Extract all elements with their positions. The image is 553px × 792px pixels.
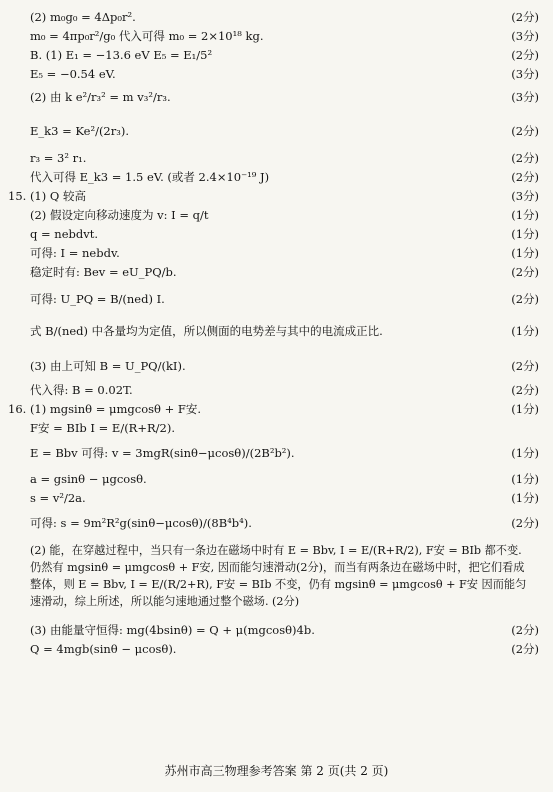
score-label: (2分) [511, 170, 539, 184]
answer-text: q = nebdvt. [30, 227, 99, 241]
answer-text: (2) 由 k e²/r₃² = m v₃²/r₃. [30, 90, 171, 104]
answer-text: E = Bbv 可得: v = 3mgR(sinθ−μcosθ)/(2B²b²). [30, 446, 295, 460]
answer-text: 可得: I = nebdv. [30, 246, 120, 260]
score-label: (2分) [511, 292, 539, 306]
answer-line [8, 189, 491, 203]
answer-line [30, 359, 513, 373]
answer-text: 代入得: B = 0.02T. [30, 383, 133, 397]
score-label: (1分) [511, 491, 539, 505]
answer-line [30, 67, 513, 81]
answer-line [30, 642, 513, 656]
answer-text: (2) m₀g₀ = 4Δp₀r². [30, 10, 136, 24]
answer-text: 可得: U_PQ = B/(ned) I. [30, 292, 165, 306]
answer-line [30, 124, 513, 138]
score-label: (1分) [511, 472, 539, 486]
score-label: (3分) [511, 67, 539, 81]
score-label: (2分) [511, 623, 539, 637]
score-label: (2分) [511, 10, 539, 24]
answer-line [30, 170, 513, 184]
page-footer: 苏州市高三物理参考答案 第 2 页(共 2 页) [164, 764, 389, 778]
answer-line [30, 246, 513, 260]
answer-line [30, 90, 513, 104]
answer-line [30, 265, 513, 279]
answer-text: 稳定时有: Bev = eU_PQ/b. [30, 265, 177, 279]
answer-text: (2) 假设定向移动速度为 v: I = q/t [30, 208, 209, 222]
score-label: (1分) [511, 227, 539, 241]
answer-text: F安 = BIb I = E/(R+R/2). [30, 421, 175, 435]
answer-text: r₃ = 3² r₁. [30, 151, 87, 165]
answer-text: 15. (1) Q 较高 [8, 189, 86, 203]
score-label: (2分) [511, 359, 539, 373]
score-label: (1分) [511, 246, 539, 260]
answer-line [30, 446, 513, 460]
answer-text: 可得: s = 9m²R²g(sinθ−μcosθ)/(8B⁴b⁴). [30, 516, 252, 530]
answer-line [30, 227, 513, 241]
answer-text: s = v²/2a. [30, 491, 86, 505]
answer-text: (3) 由能量守恒得: mg(4bsinθ) = Q + μ(mgcosθ)4b. [30, 623, 315, 637]
answer-text: 16. (1) mgsinθ = μmgcosθ + F安. [8, 402, 202, 416]
answer-line [30, 48, 513, 62]
score-label: (2分) [511, 151, 539, 165]
answer-line [30, 491, 513, 505]
answer-text: 式 B/(ned) 中各量均为定值，所以侧面的电势差与其中的电流成正比. [30, 324, 383, 338]
score-label: (1分) [511, 446, 539, 460]
answer-line [30, 151, 513, 165]
score-label: (2分) [511, 642, 539, 656]
answer-text: Q = 4mgb(sinθ − μcosθ). [30, 642, 177, 656]
answer-line [30, 292, 513, 306]
score-label: (2分) [511, 383, 539, 397]
answer-text: B. (1) E₁ = −13.6 eV E₅ = E₁/5² [30, 48, 213, 62]
answer-line [30, 324, 513, 338]
score-label: (2分) [511, 265, 539, 279]
score-label: (1分) [511, 402, 539, 416]
answer-line [30, 516, 513, 530]
answer-line [30, 383, 513, 397]
answer-line [8, 402, 491, 416]
answer-text: a = gsinθ − μgcosθ. [30, 472, 147, 486]
score-label: (2分) [511, 48, 539, 62]
answer-text: (3) 由上可知 B = U_PQ/(kI). [30, 359, 186, 373]
answer-line [30, 472, 513, 486]
score-label: (2分) [511, 516, 539, 530]
answer-line [30, 623, 513, 637]
answer-text: 代入可得 E_k3 = 1.5 eV. (或者 2.4×10⁻¹⁹ J) [30, 170, 270, 184]
answer-paragraph: (2) 能，在穿越过程中，当只有一条边在磁场中时有 E = Bbv, I = E/(R+R/2), F安 = BIb 都不变. 仍然有 mgsinθ = μmgcosθ + F安, 因而能匀速滑动(2分)，而当有两条边在磁场中时，把它们看成整体，则 E = Bbv, I = E/(R/2+R), F安 = BIb 不变，仍有 mgsinθ = μmgcosθ + F安 因而能匀速滑动，综上所述，所以能匀速地通过整个磁场. (2分) [30, 544, 527, 608]
score-label: (3分) [511, 90, 539, 104]
answer-line [30, 29, 513, 43]
score-label: (3分) [511, 29, 539, 43]
answer-text: E₅ = −0.54 eV. [30, 67, 116, 81]
answer-line [30, 10, 513, 24]
answer-line [30, 208, 513, 222]
score-label: (1分) [511, 324, 539, 338]
answer-text: E_k3 = Ke²/(2r₃). [30, 124, 130, 138]
score-label: (2分) [511, 124, 539, 138]
score-label: (3分) [511, 189, 539, 203]
answer-line [30, 421, 513, 435]
score-label: (1分) [511, 208, 539, 222]
answer-text: m₀ = 4πp₀r²/g₀ 代入可得 m₀ = 2×10¹⁸ kg. [30, 29, 264, 43]
